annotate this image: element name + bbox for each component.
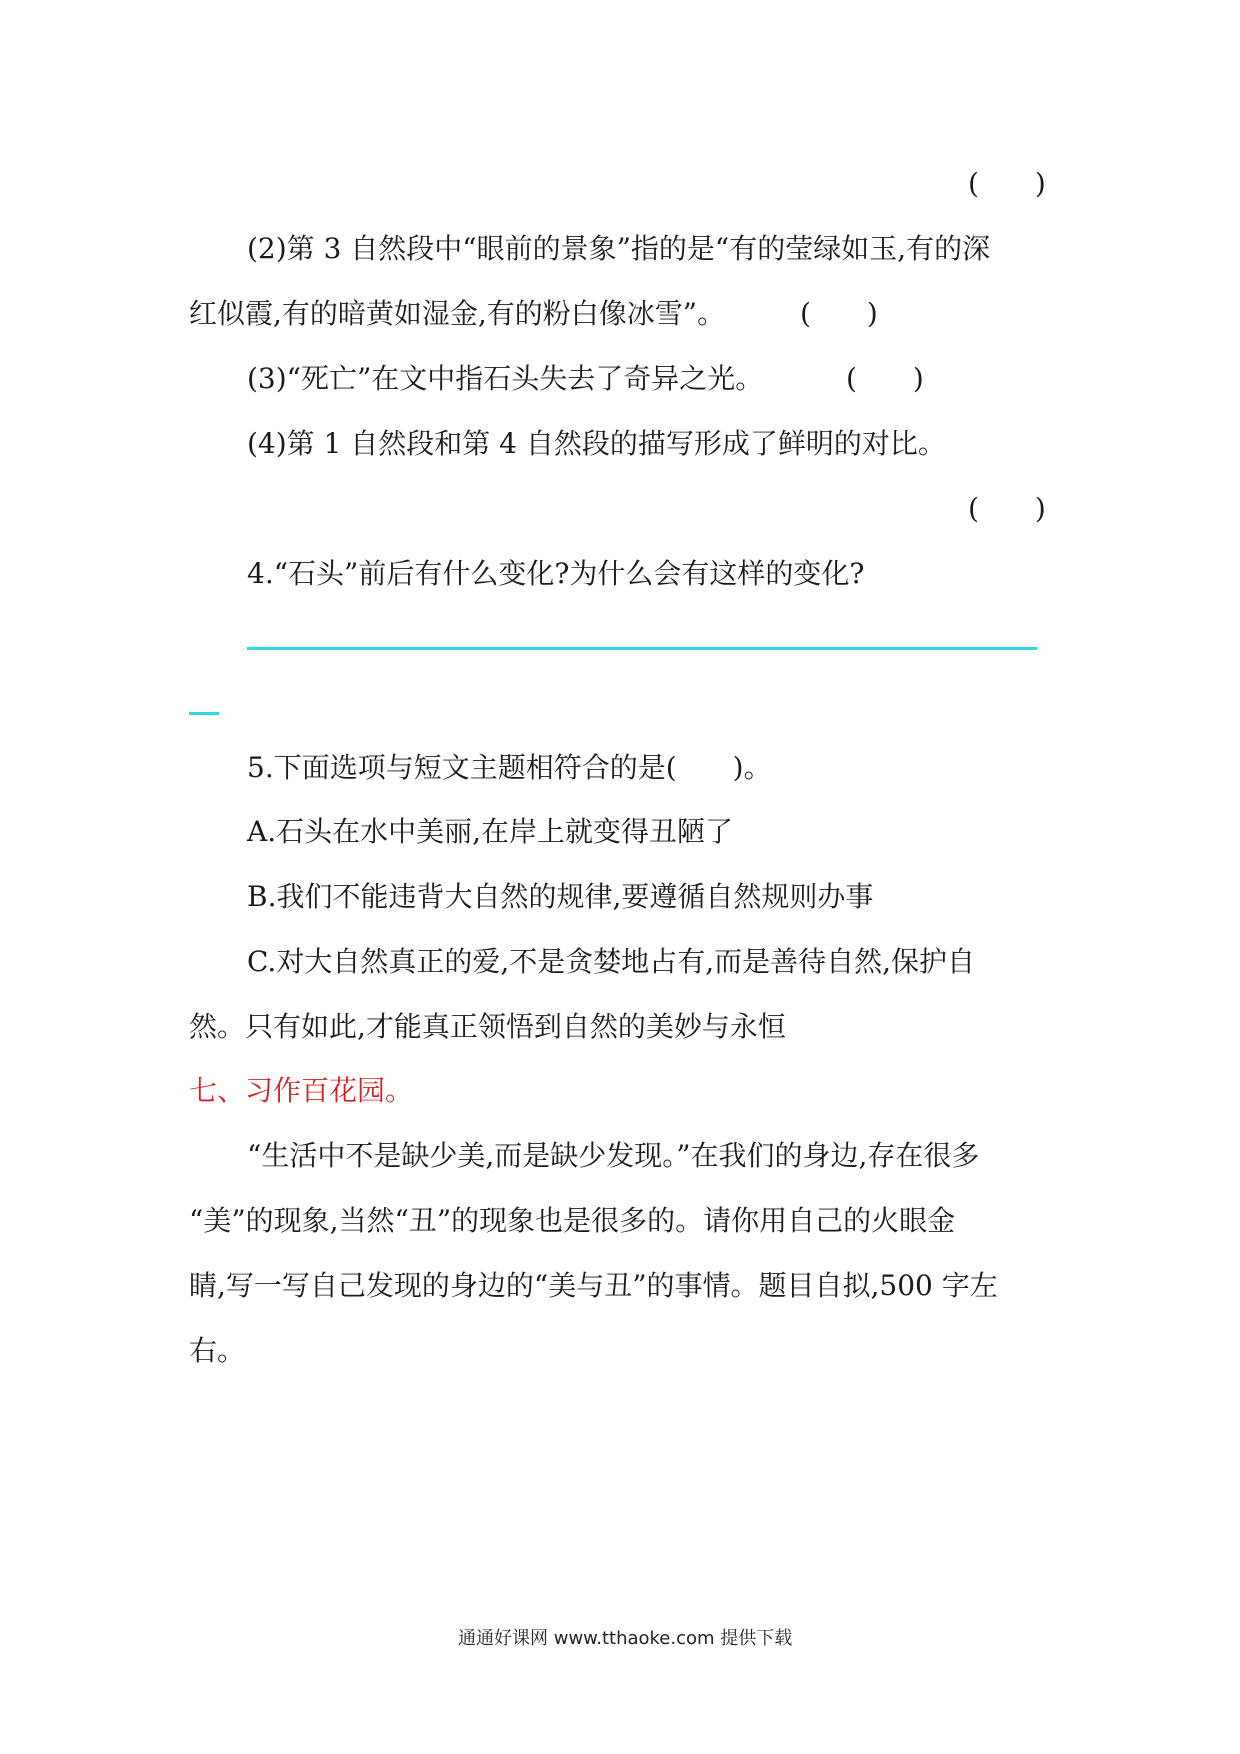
answer-paren-item1[interactable]: ( ): [968, 167, 1046, 200]
q5-question: 5.下面选项与短文主题相符合的是( )。: [247, 751, 772, 784]
q3-item2-line1: (2)第 3 自然段中“眼前的景象”指的是“有的莹绿如玉,有的深: [247, 232, 991, 265]
q5-option-a: A.石头在水中美丽,在岸上就变得丑陋了: [247, 815, 734, 848]
q5-option-b: B.我们不能违背大自然的规律,要遵循自然规则办事: [247, 880, 874, 913]
section7-line1: “生活中不是缺少美,而是缺少发现。”在我们的身边,存在很多: [247, 1139, 980, 1172]
answer-line[interactable]: [247, 647, 1037, 650]
answer-line-continuation[interactable]: [189, 712, 219, 715]
q5-option-c-line2: 然。只有如此,才能真正领悟到自然的美妙与永恒: [189, 1010, 786, 1043]
q5-option-c-line1: C.对大自然真正的爱,不是贪婪地占有,而是善待自然,保护自: [247, 945, 976, 978]
section7-line4: 右。: [189, 1334, 246, 1367]
answer-paren-item4[interactable]: ( ): [968, 492, 1046, 525]
section7-heading: 七、习作百花园。: [189, 1074, 414, 1107]
section7-line3: 睛,写一写自己发现的身边的“美与丑”的事情。题目自拟,500 字左: [189, 1269, 998, 1302]
q3-item3: (3)“死亡”在文中指石头失去了奇异之光。: [247, 362, 764, 395]
page-footer: 通通好课网 www.tthaoke.com 提供下载: [458, 1628, 793, 1649]
answer-paren-item2[interactable]: ( ): [800, 297, 878, 330]
section7-line2: “美”的现象,当然“丑”的现象也是很多的。请你用自己的火眼金: [189, 1204, 956, 1237]
q3-item2-line2: 红似霞,有的暗黄如湿金,有的粉白像冰雪”。: [189, 297, 726, 330]
q4-question: 4.“石头”前后有什么变化?为什么会有这样的变化?: [247, 557, 865, 590]
q3-item4: (4)第 1 自然段和第 4 自然段的描写形成了鲜明的对比。: [247, 427, 946, 460]
answer-paren-item3[interactable]: ( ): [846, 362, 924, 395]
